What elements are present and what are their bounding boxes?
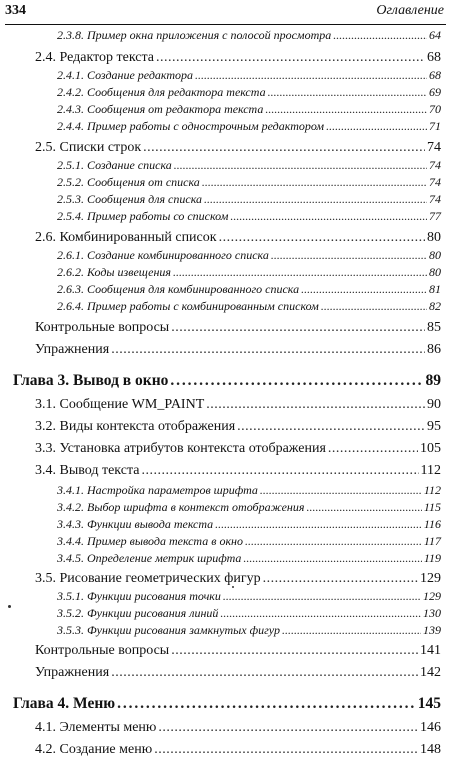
entry-page-number: 82	[429, 299, 441, 313]
entry-page-number: 119	[423, 551, 441, 565]
entry-page-number: 142	[420, 665, 441, 680]
entry-page-number: 116	[423, 517, 441, 531]
entry-title: 4.1. Элементы меню	[35, 720, 157, 735]
dot-leader	[301, 282, 427, 297]
entry-title: 4.2. Создание меню	[35, 742, 153, 757]
dot-leader	[143, 140, 425, 156]
dot-leader	[326, 119, 427, 134]
dot-leader	[195, 68, 427, 83]
dot-leader	[111, 665, 418, 681]
dot-leader	[265, 102, 427, 117]
entry-page-number: 130	[423, 606, 441, 620]
entry-page-number: 70	[429, 102, 441, 116]
entry-page-number: 129	[420, 571, 441, 586]
dot-leader	[223, 589, 421, 604]
entry-title: 2.5.2. Сообщения от списка	[57, 175, 200, 189]
entry-title: Контрольные вопросы	[35, 320, 170, 335]
section-entry	[35, 720, 441, 736]
entry-page-number: 71	[429, 119, 441, 133]
entry-title: 2.4.1. Создание редактора	[57, 68, 194, 82]
subsection-entry	[57, 589, 441, 604]
dot-leader	[117, 695, 416, 713]
entry-page-number: 112	[420, 463, 441, 478]
entry-page-number: 105	[420, 441, 441, 456]
entry-title: 2.6.1. Создание комбинированного списка	[57, 248, 269, 262]
entry-title: 3.3. Установка атрибутов контекста отображения	[35, 441, 326, 456]
entry-title: 2.4.3. Сообщения от редактора текста	[57, 102, 264, 116]
entry-title: 2.4. Редактор текста	[35, 50, 155, 65]
entry-title: 2.6.4. Пример работы с комбинированным списком	[57, 299, 319, 313]
section-entry	[35, 441, 441, 457]
section-entry	[35, 342, 441, 358]
dot-leader	[333, 28, 427, 43]
page-number: 334	[5, 3, 26, 18]
section-entry	[35, 571, 441, 587]
entry-title: Упражнения	[35, 342, 110, 357]
section-entry	[35, 665, 441, 681]
entry-page-number: 145	[417, 695, 441, 712]
chapter-entry	[13, 372, 441, 390]
entry-title: 2.5.3. Сообщения для списка	[57, 192, 203, 206]
subsection-entry	[57, 483, 441, 498]
dot-leader	[237, 419, 425, 435]
subsection-entry	[57, 85, 441, 100]
dot-leader	[230, 209, 427, 224]
dot-leader	[215, 517, 422, 532]
entry-page-number: 81	[429, 282, 441, 296]
dot-leader	[170, 372, 423, 390]
entry-page-number: 68	[429, 68, 441, 82]
entry-title: 2.5. Списки строк	[35, 140, 142, 155]
entry-page-number: 115	[423, 500, 441, 514]
subsection-entry	[57, 265, 441, 280]
section-entry	[35, 320, 441, 336]
running-title: Оглавление	[376, 3, 444, 18]
subsection-entry	[57, 192, 441, 207]
dot-leader	[271, 248, 427, 263]
entry-title: 3.4.5. Определение метрик шрифта	[57, 551, 242, 565]
entry-title: 3.5.2. Функции рисования линий	[57, 606, 219, 620]
subsection-entry	[57, 119, 441, 134]
entry-page-number: 148	[420, 742, 441, 757]
dot-leader	[306, 500, 421, 515]
dot-leader	[111, 342, 425, 358]
entry-title: Глава 4. Меню	[13, 695, 116, 712]
subsection-entry	[57, 606, 441, 621]
entry-title: Глава 3. Вывод в окно	[13, 372, 169, 389]
entry-page-number: 80	[429, 265, 441, 279]
entry-title: 2.4.4. Пример работы с однострочным редактором	[57, 119, 325, 133]
dot-leader	[219, 230, 425, 246]
section-entry	[35, 140, 441, 156]
section-entry	[35, 463, 441, 479]
entry-page-number: 129	[423, 589, 441, 603]
dot-leader	[328, 441, 418, 457]
dot-leader	[158, 720, 418, 736]
section-entry	[35, 397, 441, 413]
print-speck	[8, 605, 11, 608]
subsection-entry	[57, 158, 441, 173]
section-entry	[35, 50, 441, 66]
dot-leader	[220, 606, 421, 621]
subsection-entry	[57, 28, 441, 43]
subsection-entry	[57, 551, 441, 566]
entry-title: 2.3.8. Пример окна приложения с полосой просмотра	[57, 28, 332, 42]
entry-page-number: 74	[429, 175, 441, 189]
entry-title: 3.4. Вывод текста	[35, 463, 140, 478]
entry-title: 3.4.4. Пример вывода текста в окно	[57, 534, 244, 548]
entry-title: 3.4.3. Функции вывода текста	[57, 517, 214, 531]
entry-title: 3.4.2. Выбор шрифта в контекст отображения	[57, 500, 305, 514]
subsection-entry	[57, 209, 441, 224]
entry-title: 3.5. Рисование геометрических фигур	[35, 571, 261, 586]
entry-title: 2.6. Комбинированный список	[35, 230, 217, 245]
dot-leader	[206, 397, 425, 413]
entry-title: 3.5.1. Функции рисования точки	[57, 589, 221, 603]
dot-leader	[321, 299, 427, 314]
entry-page-number: 80	[429, 248, 441, 262]
entry-page-number: 86	[427, 342, 441, 357]
entry-page-number: 80	[427, 230, 441, 245]
entry-page-number: 77	[429, 209, 441, 223]
entry-page-number: 95	[427, 419, 441, 434]
entry-title: 3.1. Сообщение WM_PAINT	[35, 397, 205, 412]
section-entry	[35, 419, 441, 435]
dot-leader	[171, 320, 425, 336]
subsection-entry	[57, 623, 441, 638]
entry-title: 2.5.1. Создание списка	[57, 158, 172, 172]
dot-leader	[260, 483, 422, 498]
entry-page-number: 90	[427, 397, 441, 412]
entry-page-number: 89	[425, 372, 441, 389]
section-entry	[35, 742, 441, 758]
entry-page-number: 146	[420, 720, 441, 735]
page-header	[5, 2, 446, 25]
chapter-entry	[13, 695, 441, 713]
dot-leader	[156, 50, 425, 66]
dot-leader	[245, 534, 422, 549]
dot-leader	[154, 742, 418, 758]
entry-title: 3.4.1. Настройка параметров шрифта	[57, 483, 258, 497]
entry-page-number: 112	[423, 483, 441, 497]
dot-leader	[282, 623, 421, 638]
entry-title: Контрольные вопросы	[35, 643, 170, 658]
subsection-entry	[57, 282, 441, 297]
subsection-entry	[57, 517, 441, 532]
dot-leader	[243, 551, 421, 566]
subsection-entry	[57, 68, 441, 83]
dot-leader	[204, 192, 427, 207]
entry-page-number: 85	[427, 320, 441, 335]
entry-title: 2.6.3. Сообщения для комбинированного списка	[57, 282, 300, 296]
dot-leader	[173, 265, 427, 280]
entry-title: 3.2. Виды контекста отображения	[35, 419, 236, 434]
entry-title: 2.4.2. Сообщения для редактора текста	[57, 85, 266, 99]
subsection-entry	[57, 299, 441, 314]
dot-leader	[141, 463, 418, 479]
subsection-entry	[57, 102, 441, 117]
section-entry	[35, 643, 441, 659]
dot-leader	[202, 175, 427, 190]
entry-page-number: 69	[429, 85, 441, 99]
entry-title: 3.5.3. Функции рисования замкнутых фигур	[57, 623, 280, 637]
entry-page-number: 139	[423, 623, 441, 637]
entry-page-number: 64	[429, 28, 441, 42]
entry-page-number: 141	[420, 643, 441, 658]
subsection-entry	[57, 500, 441, 515]
entry-title: 2.5.4. Пример работы со списком	[57, 209, 229, 223]
print-speck	[232, 586, 234, 588]
subsection-entry	[57, 534, 441, 549]
section-entry	[35, 230, 441, 246]
subsection-entry	[57, 248, 441, 263]
dot-leader	[263, 571, 418, 587]
entry-page-number: 74	[429, 158, 441, 172]
dot-leader	[174, 158, 427, 173]
entry-page-number: 74	[429, 192, 441, 206]
entry-page-number: 74	[427, 140, 441, 155]
dot-leader	[171, 643, 418, 659]
entry-page-number: 68	[427, 50, 441, 65]
entry-title: Упражнения	[35, 665, 110, 680]
entry-page-number: 117	[423, 534, 441, 548]
entry-title: 2.6.2. Коды извещения	[57, 265, 171, 279]
subsection-entry	[57, 175, 441, 190]
dot-leader	[268, 85, 427, 100]
